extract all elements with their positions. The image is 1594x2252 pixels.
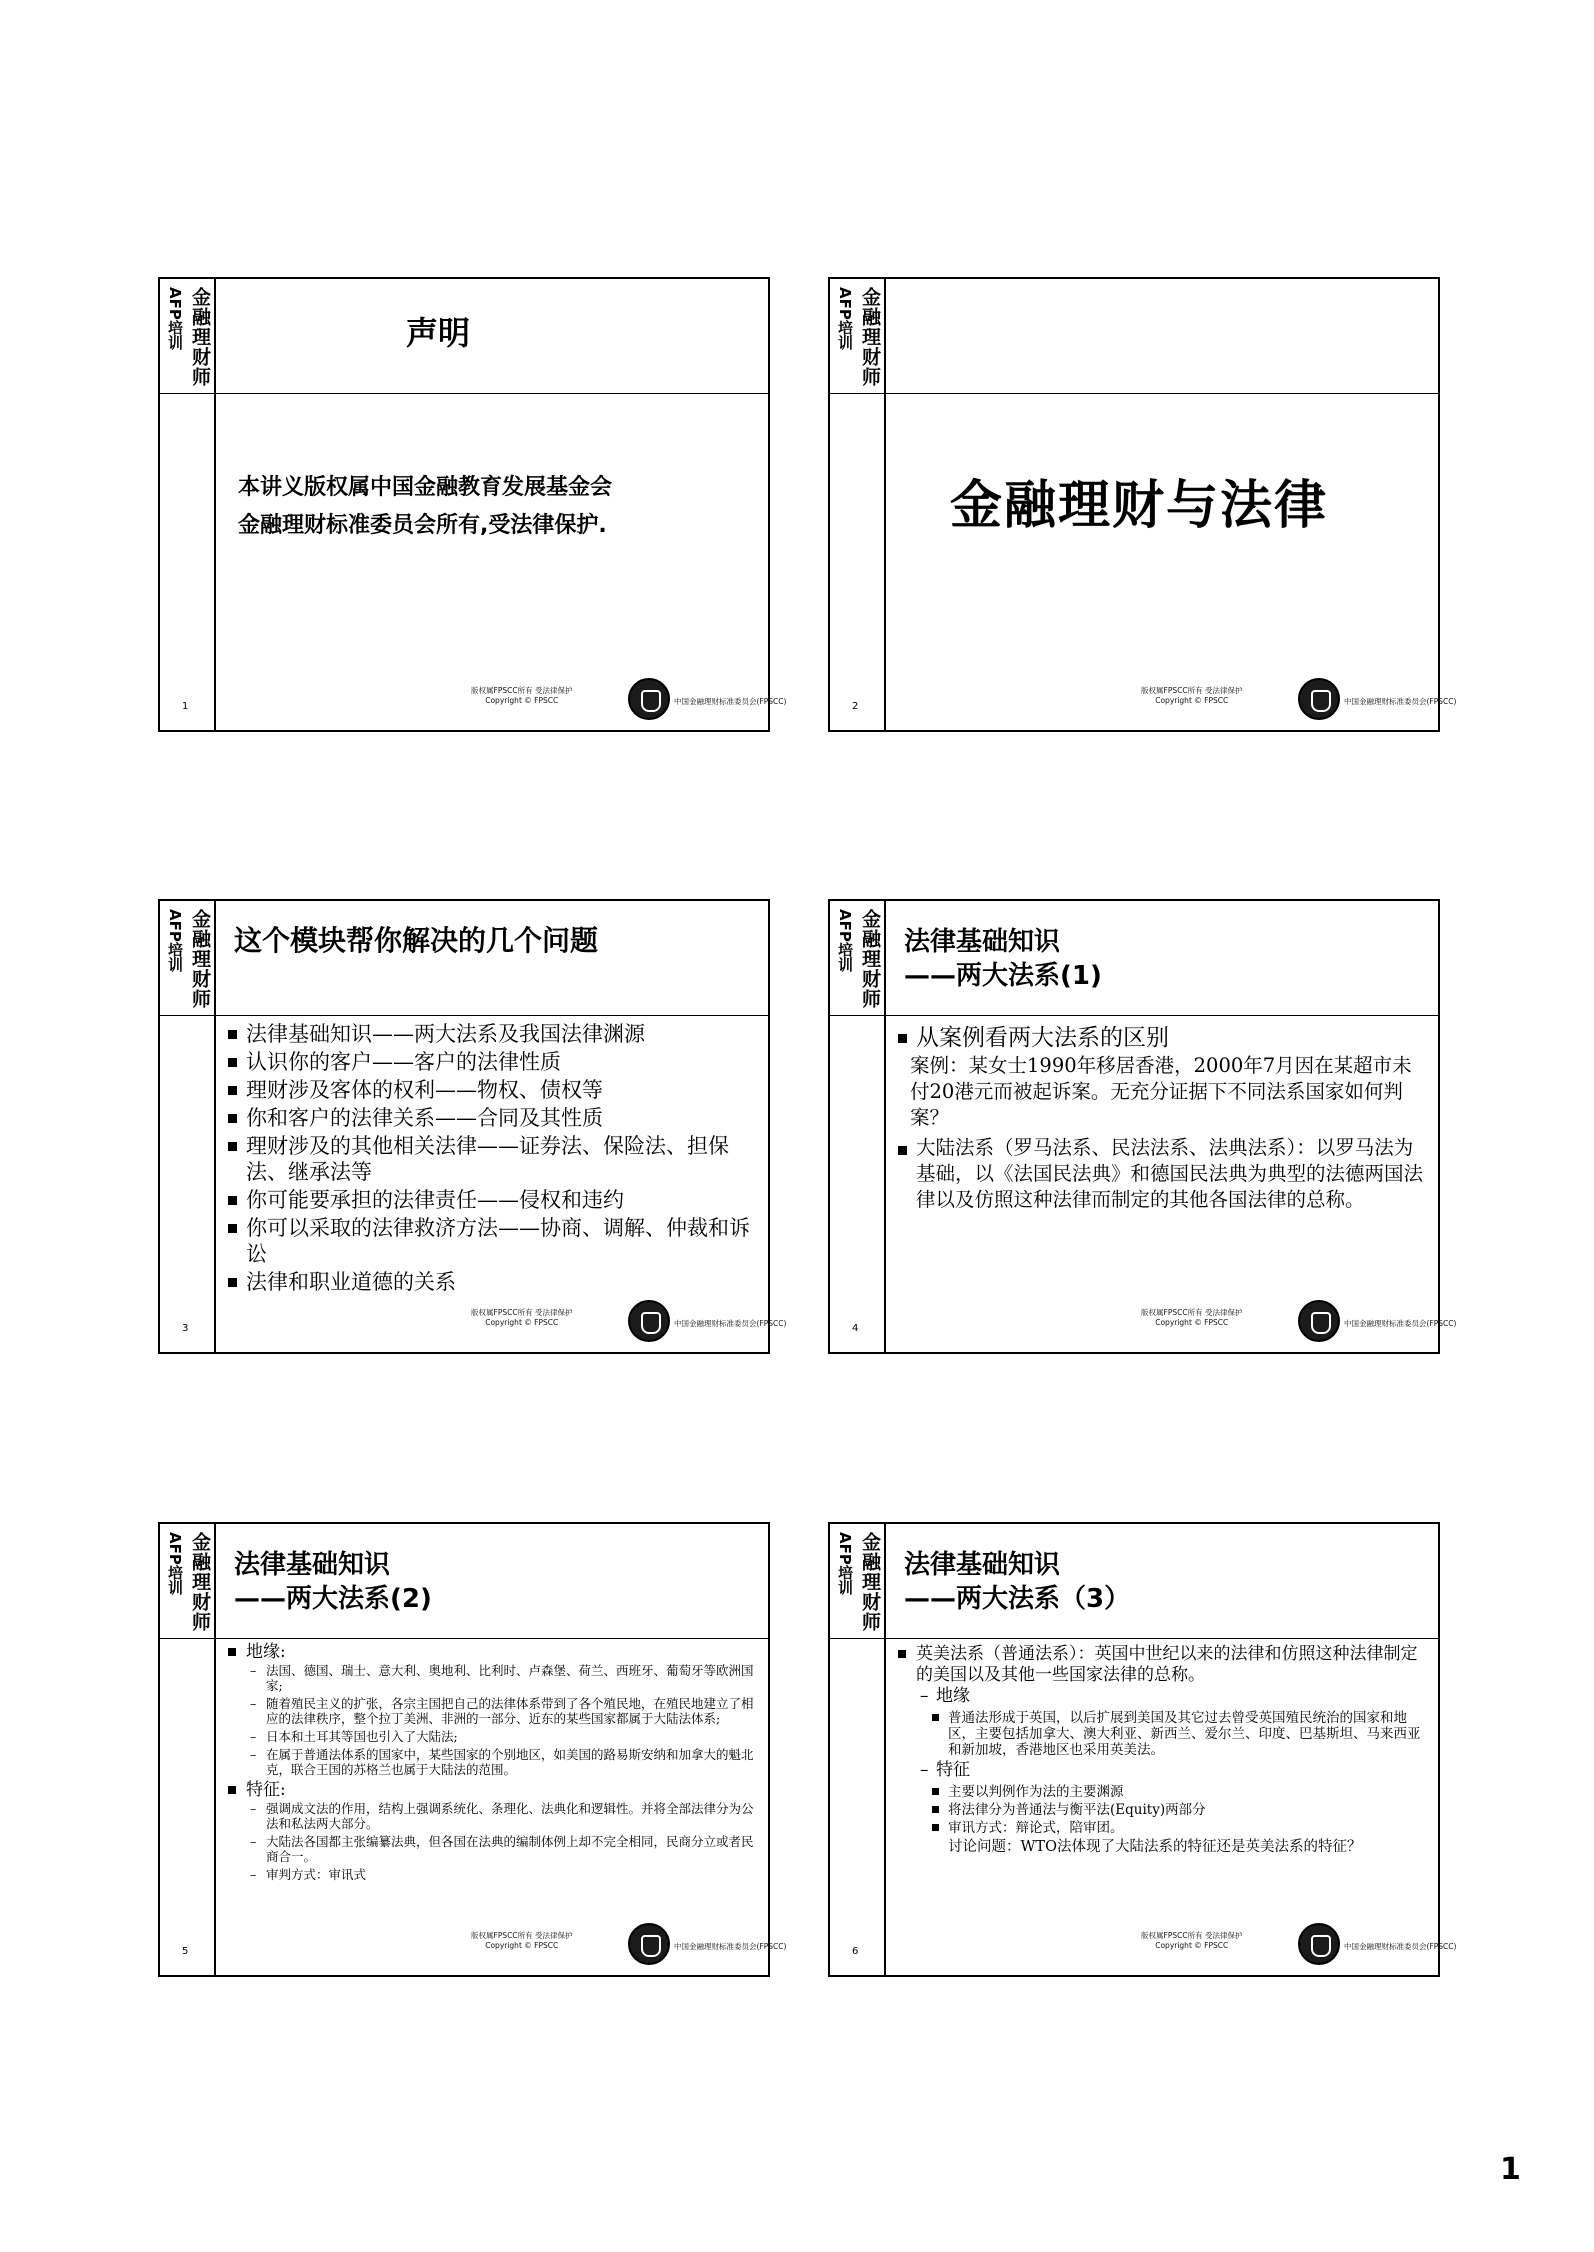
footer-copyright	[1141, 686, 1242, 706]
bullet-list	[222, 1780, 760, 1801]
slide-1	[158, 277, 787, 732]
brand-en: AFP培训	[166, 287, 184, 350]
slide-footer	[886, 672, 1457, 730]
discussion-note: 讨论问题：WTO法体现了大陆法系的特征还是英美法系的特征？	[948, 1839, 1362, 1855]
list-item: 英美法系（普通法系）：英国中世纪以来的法律和仿照这种法律制定的美国以及其他一些国家法律的总称。	[892, 1644, 1430, 1686]
brand-cn: 金融理财师	[189, 909, 211, 1009]
brand-cn: 金融理财师	[189, 287, 211, 387]
list-item: – 法国、德国、瑞士、意大利、奥地利、比利时、卢森堡、荷兰、西班牙、葡萄牙等欧洲国家;	[250, 1663, 760, 1693]
footer-copy-line-1: 版权属FPSCC所有 受法律保护	[1141, 686, 1243, 695]
slide-number: 5	[182, 1946, 189, 1957]
brand-box	[830, 901, 886, 1016]
footer-copy-line-1: 版权属FPSCC所有 受法律保护	[471, 1308, 573, 1317]
footer-org: 中国金融理财标准委员会(FPSCC)	[674, 1942, 787, 1951]
fpscc-logo-icon	[628, 678, 670, 720]
slide-number: 6	[852, 1946, 859, 1957]
footer-copy-line-2: Copyright © FPSCC	[1155, 1941, 1229, 1950]
list-item: – 大陆法各国都主张编纂法典，但各国在法典的编制体例上却不完全相同，民商分立或者民商合一。	[250, 1834, 760, 1864]
slide-number: 4	[852, 1323, 859, 1334]
slide-footer	[216, 1917, 787, 1975]
slide-header	[216, 1524, 768, 1639]
footer-copy-line-1: 版权属FPSCC所有 受法律保护	[1141, 1931, 1243, 1940]
list-item: 理财涉及客体的权利——物权、债权等	[222, 1077, 760, 1103]
list-item: 大陆法系（罗马法系、民法法系、法典法系）：以罗马法为基础，以《法国民法典》和德国民法典为典型的法德两国法律以及仿照这种法律而制定的其他各国法律的总称。	[892, 1135, 1430, 1213]
slide-number: 3	[182, 1323, 189, 1334]
brand-en: AFP培训	[166, 1532, 184, 1595]
slide-4	[828, 899, 1457, 1354]
slide-title: 声明	[406, 314, 471, 352]
footer-copyright	[471, 1308, 572, 1328]
fpscc-logo-icon	[1298, 1300, 1340, 1342]
bullet-list	[892, 1644, 1430, 1686]
bullet-list	[892, 1135, 1430, 1213]
brand-box	[830, 279, 886, 394]
slide-sidebar	[830, 901, 886, 1352]
slide-title: 这个模块帮你解决的几个问题	[234, 924, 599, 957]
dash-list	[222, 1801, 760, 1882]
brand-box	[830, 1524, 886, 1639]
slide-content	[892, 1023, 1430, 1294]
case-paragraph: 案例：某女士1990年移居香港，2000年7月因在某超市未付20港元而被起诉案。无充分证据下不同法系国家如何判案？	[910, 1054, 1412, 1129]
footer-copy-line-2: Copyright © FPSCC	[485, 1941, 559, 1950]
footer-org: 中国金融理财标准委员会(FPSCC)	[1344, 1942, 1457, 1951]
slide-5	[158, 1522, 787, 1977]
slide-content	[222, 1021, 760, 1294]
slide-title	[904, 1548, 1130, 1616]
declaration-text	[238, 469, 612, 545]
slide-title-line-1: 法律基础知识	[904, 927, 1061, 957]
list-item: – 审判方式：审讯式	[250, 1867, 760, 1882]
slide-title-line-2: ——两大法系(1)	[904, 961, 1102, 991]
bullet-list	[892, 1023, 1430, 1053]
slide-title	[904, 925, 1102, 993]
footer-copy-line-1: 版权属FPSCC所有 受法律保护	[471, 1931, 573, 1940]
slide-sidebar	[160, 1524, 216, 1975]
slide-2	[828, 277, 1457, 732]
brand-en: AFP培训	[836, 287, 854, 350]
bullet-list	[222, 1021, 760, 1295]
slide-title-line-1: 法律基础知识	[904, 1550, 1061, 1580]
slide-title	[234, 1548, 432, 1616]
slide-header	[216, 901, 768, 1016]
list-item: – 在属于普通法体系的国家中，某些国家的个别地区，如美国的路易斯安纳和加拿大的魁北克，联合王国的苏格兰也属于大陆法的范围。	[250, 1747, 760, 1777]
list-item: 法律基础知识——两大法系及我国法律渊源	[222, 1021, 760, 1047]
slide-number: 1	[182, 701, 189, 712]
list-item: 将法律分为普通法与衡平法(Equity)两部分	[932, 1802, 1430, 1818]
brand-box	[160, 901, 216, 1016]
footer-org: 中国金融理财标准委员会(FPSCC)	[674, 1319, 787, 1328]
fpscc-logo-icon	[1298, 1923, 1340, 1965]
list-item: – 日本和土耳其等国也引入了大陆法;	[250, 1729, 760, 1744]
slide-6	[828, 1522, 1457, 1977]
dash-list	[222, 1663, 760, 1777]
declaration-line-1: 本讲义版权属中国金融教育发展基金会	[238, 475, 613, 500]
footer-copy-line-1: 版权属FPSCC所有 受法律保护	[1141, 1308, 1243, 1317]
slide-sidebar	[830, 279, 886, 730]
slide-content	[222, 1642, 760, 1957]
list-item: 法律和职业道德的关系	[222, 1269, 760, 1295]
declaration-line-2: 金融理财标准委员会所有,受法律保护.	[238, 513, 607, 538]
footer-copy-line-2: Copyright © FPSCC	[485, 696, 559, 705]
brand-box	[160, 1524, 216, 1639]
slide-header	[886, 1524, 1438, 1639]
slide-footer	[886, 1917, 1457, 1975]
bullet-list	[222, 1642, 760, 1663]
brand-box	[160, 279, 216, 394]
list-item: 你和客户的法律关系——合同及其性质	[222, 1105, 760, 1131]
fpscc-logo-icon	[628, 1923, 670, 1965]
sub-bullet-list	[892, 1710, 1430, 1758]
list-item: 审讯方式：辩论式，陪审团。	[932, 1820, 1430, 1836]
slide-header	[886, 279, 1438, 394]
brand-cn: 金融理财师	[859, 909, 881, 1009]
list-item: – 特征	[920, 1760, 1430, 1781]
slide-footer	[886, 1294, 1457, 1352]
footer-copyright	[1141, 1931, 1242, 1951]
dash-list	[892, 1686, 1430, 1707]
slide-title-line-2: ——两大法系（3）	[904, 1584, 1131, 1614]
slide-content	[892, 1644, 1430, 1957]
footer-org: 中国金融理财标准委员会(FPSCC)	[1344, 697, 1457, 706]
brand-en: AFP培训	[836, 909, 854, 972]
slide-sidebar	[160, 901, 216, 1352]
footer-copyright	[471, 1931, 572, 1951]
slide-footer	[216, 1294, 787, 1352]
footer-copy-line-2: Copyright © FPSCC	[1155, 696, 1229, 705]
list-item: 普通法形成于英国，以后扩展到美国及其它过去曾受英国殖民统治的国家和地区，主要包括加拿大、澳大利亚、新西兰、爱尔兰、印度、巴基斯坦、马来西亚和新加坡，香港地区也采用英美法。	[932, 1710, 1430, 1758]
slide-footer	[216, 672, 787, 730]
slide-header	[886, 901, 1438, 1016]
footer-copyright	[471, 686, 572, 706]
list-item: – 强调成文法的作用，结构上强调系统化、条理化、法典化和逻辑性。并将全部法律分为公法和私法两大部分。	[250, 1801, 760, 1831]
page-number: 1	[1500, 2152, 1521, 2187]
list-item: 地缘:	[222, 1642, 760, 1663]
sub-bullet-list	[892, 1784, 1430, 1836]
slide-sidebar	[830, 1524, 886, 1975]
footer-copy-line-1: 版权属FPSCC所有 受法律保护	[471, 686, 573, 695]
slide-title: 金融理财与法律	[950, 476, 1329, 536]
list-item: – 随着殖民主义的扩张，各宗主国把自己的法律体系带到了各个殖民地，在殖民地建立了相应的法律秩序，整个拉丁美洲、非洲的一部分、近东的某些国家都属于大陆法体系;	[250, 1696, 760, 1726]
slide-header	[216, 279, 768, 394]
footer-copy-line-2: Copyright © FPSCC	[485, 1318, 559, 1327]
list-item: 理财涉及的其他相关法律——证券法、保险法、担保法、继承法等	[222, 1133, 760, 1185]
slide-title-line-2: ——两大法系(2)	[234, 1584, 432, 1614]
footer-copy-line-2: Copyright © FPSCC	[1155, 1318, 1229, 1327]
footer-org: 中国金融理财标准委员会(FPSCC)	[1344, 1319, 1457, 1328]
list-item: 认识你的客户——客户的法律性质	[222, 1049, 760, 1075]
dash-list	[892, 1760, 1430, 1781]
fpscc-logo-icon	[1298, 678, 1340, 720]
list-item: 从案例看两大法系的区别	[892, 1023, 1430, 1053]
slide-sidebar	[160, 279, 216, 730]
list-item: – 地缘	[920, 1686, 1430, 1707]
list-item: 你可以采取的法律救济方法——协商、调解、仲裁和诉讼	[222, 1215, 760, 1267]
list-item: 主要以判例作为法的主要渊源	[932, 1784, 1430, 1800]
footer-copyright	[1141, 1308, 1242, 1328]
fpscc-logo-icon	[628, 1300, 670, 1342]
slide-title-line-1: 法律基础知识	[234, 1550, 391, 1580]
brand-en: AFP培训	[166, 909, 184, 972]
brand-en: AFP培训	[836, 1532, 854, 1595]
slide-3	[158, 899, 787, 1354]
list-item: 你可能要承担的法律责任——侵权和违约	[222, 1187, 760, 1213]
list-item: 特征:	[222, 1780, 760, 1801]
brand-cn: 金融理财师	[189, 1532, 211, 1632]
brand-cn: 金融理财师	[859, 287, 881, 387]
brand-cn: 金融理财师	[859, 1532, 881, 1632]
slide-number: 2	[852, 701, 859, 712]
footer-org: 中国金融理财标准委员会(FPSCC)	[674, 697, 787, 706]
